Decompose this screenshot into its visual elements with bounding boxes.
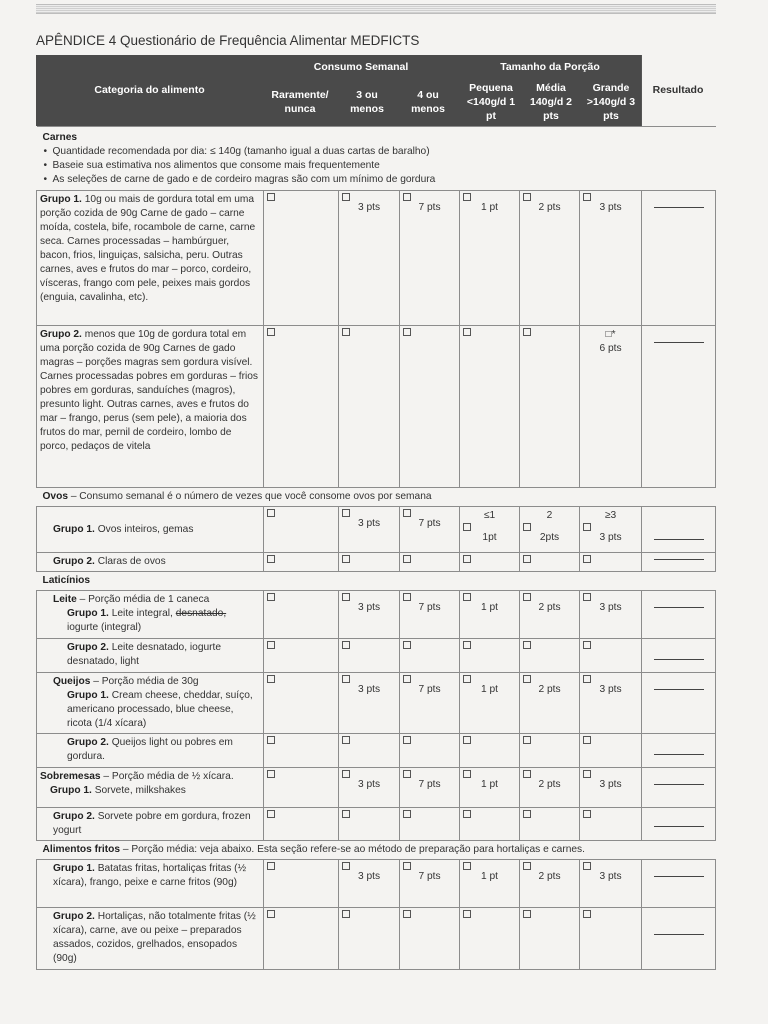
checkbox[interactable] xyxy=(523,862,531,870)
checkbox[interactable] xyxy=(583,675,591,683)
points-label: 2 pts xyxy=(538,602,561,613)
checkbox[interactable] xyxy=(463,862,471,870)
result-line[interactable] xyxy=(654,934,704,935)
points-label: 2 pts xyxy=(538,779,561,790)
carnes-bullet: • Quantidade recomendada por dia: ≤ 140g (tamanho igual a duas cartas de baralho) xyxy=(53,145,710,159)
checkbox[interactable] xyxy=(267,910,275,918)
checkbox[interactable] xyxy=(403,675,411,683)
points-label: 3 pts xyxy=(357,871,381,882)
points-label: 1pt xyxy=(482,532,497,543)
top-band xyxy=(36,4,716,14)
checkbox[interactable] xyxy=(523,641,531,649)
checkbox[interactable] xyxy=(463,193,471,201)
checkbox[interactable] xyxy=(583,523,591,531)
section-laticinios-title: Laticínios xyxy=(42,575,91,586)
group-text: iogurte (integral) xyxy=(67,622,142,633)
checkbox[interactable] xyxy=(583,810,591,818)
points-label: 3 pts xyxy=(357,684,381,695)
group-label: Grupo 2. xyxy=(53,911,95,922)
group-text: Leite desnatado, iogurte desnatado, light xyxy=(67,642,222,667)
checkbox[interactable] xyxy=(583,641,591,649)
table-row-fritos-g1 xyxy=(37,860,716,908)
section-note: – Porção média de ½ xícara. xyxy=(100,771,234,782)
count-label: ≥3 xyxy=(604,510,617,521)
subsection-note: – Porção média de 30g xyxy=(90,676,199,687)
checkbox[interactable] xyxy=(267,593,275,601)
section-sobremesas-title: Sobremesas xyxy=(40,771,101,782)
checkbox[interactable] xyxy=(583,193,591,201)
checkbox[interactable] xyxy=(342,641,350,649)
points-label: 3 pts xyxy=(599,532,622,543)
points-label: 3 pts xyxy=(599,202,622,213)
group-text: Hortaliças, não totalmente fritas (½ xícara), carne, ave ou peixe – preparados assados, cozidos, grelhados, ensopados (90g) xyxy=(53,911,256,964)
group-label: Grupo 2. xyxy=(53,556,95,567)
group-text: Queijos light ou pobres em gordura. xyxy=(67,737,233,762)
checkbox[interactable] xyxy=(463,328,471,336)
header-rara: Raramente/ nunca xyxy=(271,89,329,115)
section-fritos-title: Alimentos fritos xyxy=(42,844,121,855)
checkbox[interactable] xyxy=(342,910,350,918)
result-line[interactable] xyxy=(654,754,704,755)
checkbox[interactable] xyxy=(267,509,275,517)
checkbox[interactable] xyxy=(463,736,471,744)
points-label: 7 pts xyxy=(418,518,441,529)
questionnaire-table xyxy=(36,126,716,970)
checkbox[interactable] xyxy=(463,810,471,818)
table-row-ovos-g1 xyxy=(37,507,716,553)
checkbox[interactable] xyxy=(267,736,275,744)
result-line[interactable] xyxy=(654,784,704,785)
checkbox[interactable] xyxy=(583,736,591,744)
group-label: Grupo 1. xyxy=(67,608,109,619)
table-row-sobremesas-g2 xyxy=(37,808,716,841)
result-line[interactable] xyxy=(654,559,704,560)
points-label: 7 pts xyxy=(418,602,441,613)
points-label: 7 pts xyxy=(418,779,441,790)
checkbox[interactable] xyxy=(403,328,411,336)
section-laticinios xyxy=(37,572,716,591)
checkbox[interactable] xyxy=(403,736,411,744)
checkbox[interactable] xyxy=(403,555,411,563)
points-label: 7 pts xyxy=(418,871,441,882)
checkbox[interactable] xyxy=(267,555,275,563)
points-label: 3 pts xyxy=(599,602,622,613)
struck-text: desnatado, xyxy=(175,608,227,619)
group-text: 10g ou mais de gordura total em uma porção cozida de 90g Carne de gado – carne moída, costela, bife, rocambole de carne, carne seca. Carnes processadas – hambúrguer, bacon, frios, linguiças, salsicha, peru. Outras carnes, aves e frutos do mar – porco, cordeiro, vísceras, frango com pele, peixes mais gordos (enguia, cavalinha, etc). xyxy=(40,194,256,303)
group-text: Sorvete, milkshakes xyxy=(91,785,186,796)
checkbox[interactable] xyxy=(267,328,275,336)
table-row-leite-g2 xyxy=(37,639,716,673)
checkbox[interactable] xyxy=(342,736,350,744)
header-resultado: Resultado xyxy=(652,84,704,96)
checkbox[interactable] xyxy=(403,593,411,601)
group-label: Grupo 2. xyxy=(40,329,82,340)
checkbox[interactable] xyxy=(403,641,411,649)
result-line[interactable] xyxy=(654,207,704,208)
checkbox[interactable] xyxy=(267,810,275,818)
subsection-note: – Porção média de 1 caneca xyxy=(76,594,210,605)
group-label: Grupo 2. xyxy=(67,642,109,653)
points-label: 3 pts xyxy=(357,518,381,529)
group-label: Grupo 1. xyxy=(53,863,95,874)
checkbox[interactable] xyxy=(523,770,531,778)
table-row-carnes-g2 xyxy=(37,326,716,488)
checkbox[interactable] xyxy=(523,328,531,336)
checkbox[interactable] xyxy=(342,328,350,336)
group-text: menos que 10g de gordura total em uma porção cozida de 90g Carnes de gado magras – porções magras sem gordura visível. Carnes processadas pobres em gorduras – frios pobres em gorduras, sanduíches (magros), presunto light. Outras carnes, aves e frutos do mar – frango, perus (sem pele), a maioria dos frutos do mar, pernil de cordeiro, lombo de porco, pedaços de vitela xyxy=(40,329,259,452)
checkbox[interactable] xyxy=(342,593,350,601)
points-label: 2 pts xyxy=(538,871,561,882)
checkbox[interactable] xyxy=(463,675,471,683)
points-label: 2 pts xyxy=(538,202,561,213)
checkbox[interactable] xyxy=(403,810,411,818)
points-label: 6 pts xyxy=(599,343,622,354)
header-tres: 3 ou menos xyxy=(350,89,384,115)
checkbox[interactable] xyxy=(523,193,531,201)
checkbox[interactable] xyxy=(523,593,531,601)
header-category: Categoria do alimento xyxy=(94,84,205,96)
points-label: 3 pts xyxy=(357,779,381,790)
section-note: – Porção média: veja abaixo. Esta seção refere-se ao método de preparação para hortaliças e carnes. xyxy=(120,844,585,855)
section-ovos xyxy=(37,488,716,507)
result-line[interactable] xyxy=(654,659,704,660)
checkbox[interactable] xyxy=(523,736,531,744)
checkbox[interactable] xyxy=(463,770,471,778)
checkbox[interactable] xyxy=(583,555,591,563)
group-text: Cream cheese, cheddar, suíço, americano processado, blue cheese, ricota (1/4 xícara) xyxy=(67,690,253,729)
result-line[interactable] xyxy=(654,539,704,540)
section-fritos xyxy=(37,841,716,860)
table-row-ovos-g2 xyxy=(37,553,716,572)
checkbox[interactable] xyxy=(403,862,411,870)
group-label: Grupo 1. xyxy=(67,690,109,701)
subsection-label: Leite xyxy=(53,594,77,605)
checkbox[interactable] xyxy=(267,770,275,778)
checkbox[interactable] xyxy=(342,675,350,683)
table-row-queijos-g1 xyxy=(37,673,716,734)
checkbox[interactable] xyxy=(583,910,591,918)
checkbox[interactable] xyxy=(523,555,531,563)
points-label: 3 pts xyxy=(599,684,622,695)
group-text: Batatas fritas, hortaliças fritas (½ xícara), frango, peixe e carne fritos (90g) xyxy=(53,863,247,888)
count-label: ≤1 xyxy=(483,510,496,521)
checkbox-star[interactable]: □* xyxy=(605,329,616,340)
header-consumo: Consumo Semanal xyxy=(313,61,409,73)
table-row-fritos-g2 xyxy=(37,908,716,970)
result-line[interactable] xyxy=(654,689,704,690)
checkbox[interactable] xyxy=(267,862,275,870)
group-text: Leite integral, xyxy=(108,608,173,619)
checkbox[interactable] xyxy=(342,862,350,870)
points-label: 3 pts xyxy=(357,202,381,213)
checkbox[interactable] xyxy=(583,862,591,870)
checkbox[interactable] xyxy=(342,509,350,517)
checkbox[interactable] xyxy=(463,555,471,563)
header-tamanho: Tamanho da Porção xyxy=(500,61,600,73)
points-label: 1 pt xyxy=(481,202,498,213)
points-label: 3 pts xyxy=(599,779,622,790)
section-ovos-title: Ovos xyxy=(42,491,68,502)
header-media: Média 140g/d 2 pts xyxy=(529,82,573,122)
points-label: 3 pts xyxy=(599,871,622,882)
group-text: Claras de ovos xyxy=(94,556,166,567)
page-title: APÊNDICE 4 Questionário de Frequência Alimentar MEDFICTS xyxy=(36,33,420,48)
result-line[interactable] xyxy=(654,342,704,343)
table-row-carnes-g1 xyxy=(37,191,716,326)
header-quatro: 4 ou menos xyxy=(411,89,445,115)
table-row-leite-g1 xyxy=(37,591,716,639)
checkbox[interactable] xyxy=(583,593,591,601)
header-grande: Grande >140g/d 3 pts xyxy=(586,82,636,122)
checkbox[interactable] xyxy=(267,193,275,201)
checkbox[interactable] xyxy=(463,641,471,649)
group-label: Grupo 1. xyxy=(40,194,82,205)
points-label: 2 pts xyxy=(538,684,561,695)
group-label: Grupo 2. xyxy=(67,737,109,748)
group-label: Grupo 2. xyxy=(53,811,95,822)
section-carnes-title: Carnes xyxy=(42,132,78,143)
checkbox[interactable] xyxy=(463,910,471,918)
checkbox[interactable] xyxy=(523,810,531,818)
points-label: 7 pts xyxy=(418,202,441,213)
checkbox[interactable] xyxy=(342,193,350,201)
result-line[interactable] xyxy=(654,607,704,608)
section-carnes xyxy=(37,127,716,191)
subsection-label: Queijos xyxy=(53,676,91,687)
checkbox[interactable] xyxy=(523,523,531,531)
group-text: Ovos inteiros, gemas xyxy=(94,523,194,535)
checkbox[interactable] xyxy=(463,593,471,601)
points-label: 3 pts xyxy=(357,602,381,613)
points-label: 7 pts xyxy=(418,684,441,695)
checkbox[interactable] xyxy=(403,509,411,517)
result-line[interactable] xyxy=(654,876,704,877)
checkbox[interactable] xyxy=(342,555,350,563)
checkbox[interactable] xyxy=(342,810,350,818)
points-label: 2pts xyxy=(539,532,560,543)
table-row-queijos-g2 xyxy=(37,734,716,768)
checkbox[interactable] xyxy=(403,910,411,918)
result-line[interactable] xyxy=(654,826,704,827)
carnes-bullet: • As seleções de carne de gado e de cordeiro magras são com um mínimo de gordura xyxy=(53,173,710,187)
count-label: 2 xyxy=(546,510,553,521)
checkbox[interactable] xyxy=(403,770,411,778)
table-row-sobremesas-g1 xyxy=(37,768,716,808)
points-label: 1 pt xyxy=(481,684,498,695)
carnes-bullets xyxy=(43,145,710,187)
group-text: Sorvete pobre em gordura, frozen yogurt xyxy=(53,811,251,836)
checkbox[interactable] xyxy=(267,641,275,649)
checkbox[interactable] xyxy=(342,770,350,778)
header-pequena: Pequena <140g/d 1 pt xyxy=(466,82,516,122)
points-label: 1 pt xyxy=(481,871,498,882)
checkbox[interactable] xyxy=(267,675,275,683)
group-label: Grupo 1. xyxy=(53,523,95,535)
checkbox[interactable] xyxy=(463,523,471,531)
checkbox[interactable] xyxy=(523,910,531,918)
section-note: – Consumo semanal é o número de vezes que você consome ovos por semana xyxy=(67,491,432,502)
points-label: 1 pt xyxy=(481,602,498,613)
table-header xyxy=(36,55,715,126)
group-label: Grupo 1. xyxy=(50,785,92,796)
carnes-bullet: • Baseie sua estimativa nos alimentos que consome mais frequentemente xyxy=(53,159,710,173)
checkbox[interactable] xyxy=(523,675,531,683)
points-label: 1 pt xyxy=(481,779,498,790)
checkbox[interactable] xyxy=(583,770,591,778)
checkbox[interactable] xyxy=(403,193,411,201)
